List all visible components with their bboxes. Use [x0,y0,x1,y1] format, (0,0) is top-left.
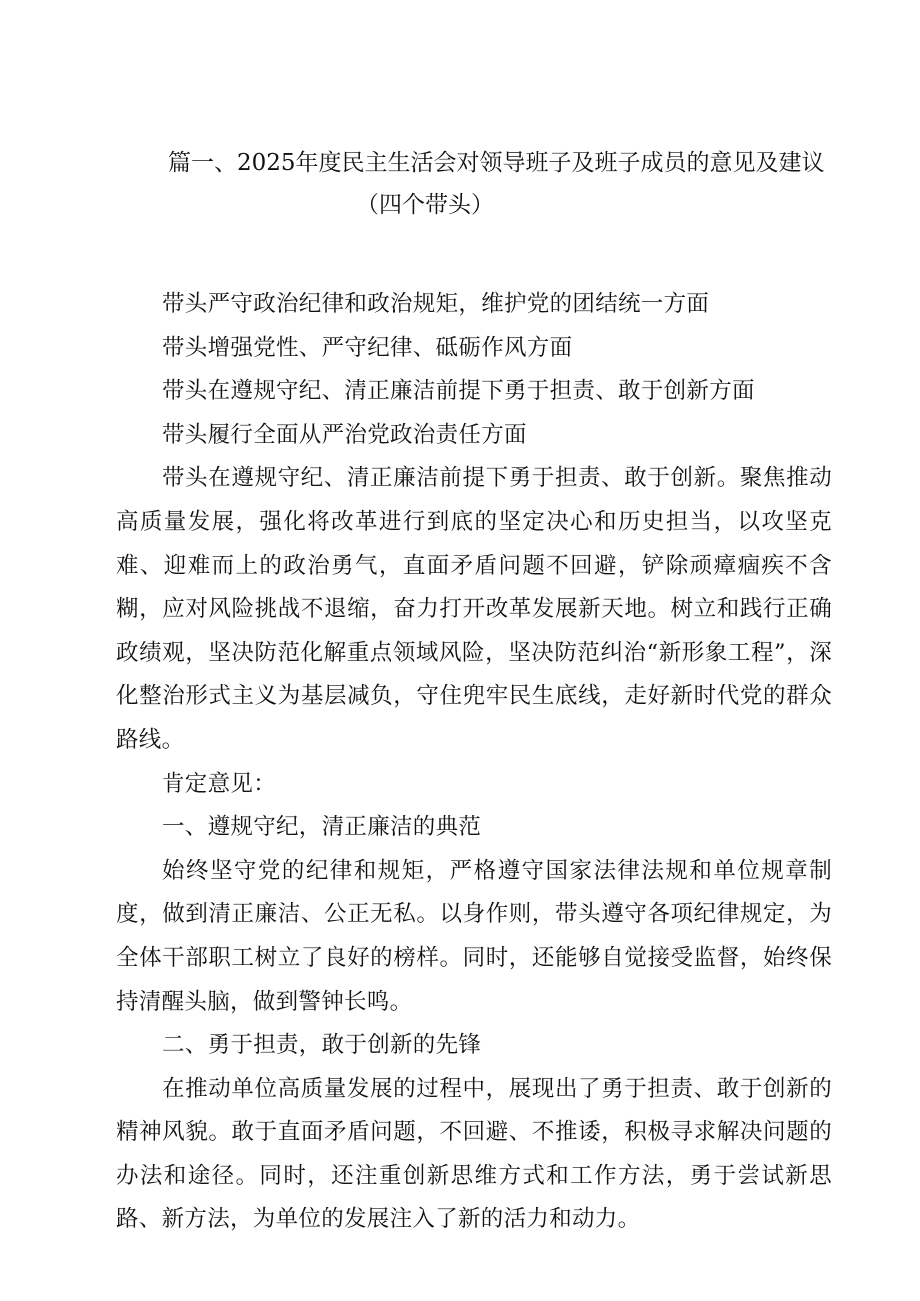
section-1-body: 始终坚守党的纪律和规矩，严格遵守国家法律法规和单位规章制度，做到清正廉洁、公正无私。以身作则，带头遵守各项纪律规定，为全体干部职工树立了良好的榜样。同时，还能够自觉接受监督，始终保持清醒头脑，做到警钟长鸣。 [116,857,832,1015]
document-title: 篇一、2025年度民主生活会对领导班子及班子成员的意见及建议 [168,150,825,176]
heading-item-3: 带头在遵规守纪、清正廉洁前提下勇于担责、敢于创新方面 [162,378,755,405]
section-2-body: 在推动单位高质量发展的过程中，展现出了勇于担责、敢于创新的精神风貌。敢于直面矛盾问题，不回避、不推诿，积极寻求解决问题的办法和途径。同时，还注重创新思维方式和工作方法，勇于尝试新思路、新方法，为单位的发展注入了新的活力和动力。 [116,1075,832,1233]
heading-item-4: 带头履行全面从严治党政治责任方面 [162,421,527,448]
heading-item-1: 带头严守政治纪律和政治规矩，维护党的团结统一方面 [162,291,710,317]
positive-opinion-label: 肯定意见： [162,770,277,797]
intro-paragraph: 带头在遵规守纪、清正廉洁前提下勇于担责、敢于创新。聚焦推动高质量发展，强化将改革进行到底的坚定决心和历史担当，以攻坚克难、迎难而上的政治勇气，直面矛盾问题不回避，铲除顽瘴痼疾不含糊，应对风险挑战不退缩，奋力打开改革发展新天地。树立和践行正确政绩观，坚决防范化解重点领域风险，坚决防范纠治“新形象工程”，深化整治形式主义为基层减负，守住兜牢民生底线，走好新时代党的群众路线。 [116,465,832,753]
section-2-heading: 二、勇于担责，敢于创新的先锋 [162,1032,482,1059]
document-subtitle: （四个带头） [356,192,494,218]
section-1-heading: 一、遵规守纪，清正廉洁的典范 [162,814,482,841]
heading-item-2: 带头增强党性、严守纪律、砥砺作风方面 [162,334,573,361]
document-body [116,283,832,1242]
